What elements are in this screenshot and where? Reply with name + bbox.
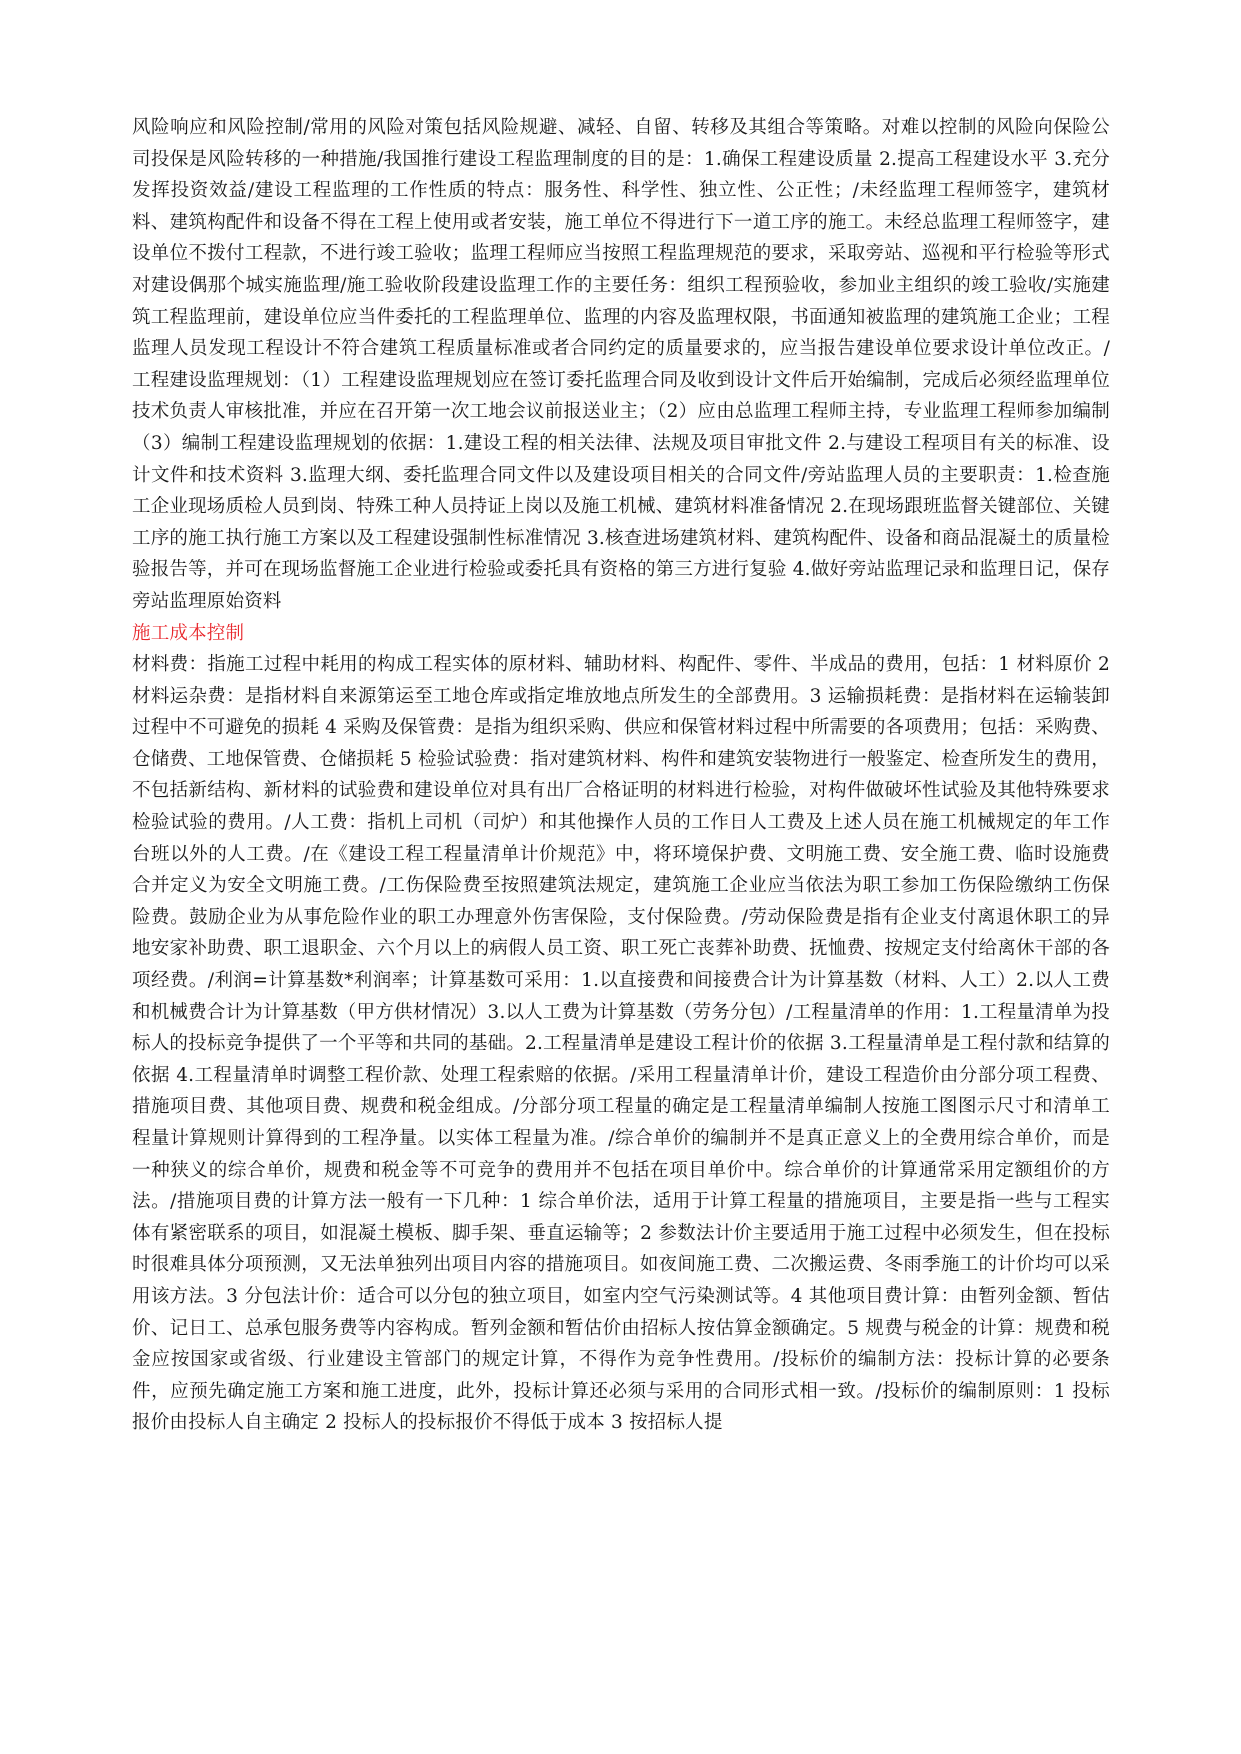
supervision-paragraph: 风险响应和风险控制/常用的风险对策包括风险规避、减轻、自留、转移及其组合等策略。对难以控制的风险向保险公司投保是风险转移的一种措施/我国推行建设工程监理制度的目的是：1.确保工程建设质量 2.提高工程建设水平 3.充分发挥投资效益/建设工程监理的工作性质的特点：服务性、科学性、独立性、公正性；/未经监理工程师签字，建筑材料、建筑构配件和设备不得在工程上使用或者安装，施工单位不得进行下一道工序的施工。未经总监理工程师签字，建设单位不拨付工程款，不进行竣工验收；监理工程师应当按照工程监理规范的要求，采取旁站、巡视和平行检验等形式对建设偶那个城实施监理/施工验收阶段建设监理工作的主要任务：组织工程预验收，参加业主组织的竣工验收/实施建筑工程监理前，建设单位应当件委托的工程监理单位、监理的内容及监理权限，书面通知被监理的建筑施工企业；工程监理人员发现工程设计不符合建筑工程质量标准或者合同约定的质量要求的，应当报告建设单位要求设计单位改正。/工程建设监理规划：（1）工程建设监理规划应在签订委托监理合同及收到设计文件后开始编制，完成后必须经监理单位技术负责人审核批准，并应在召开第一次工地会议前报送业主；（2）应由总监理工程师主持，专业监理工程师参加编制（3）编制工程建设监理规划的依据：1.建设工程的相关法律、法规及项目审批文件 2.与建设工程项目有关的标准、设计文件和技术资料 3.监理大纲、委托监理合同文件以及建设项目相关的合同文件/旁站监理人员的主要职责：1.检查施工企业现场质检人员到岗、特殊工种人员持证上岗以及施工机械、建筑材料准备情况 2.在现场跟班监督关键部位、关键工序的施工执行施工方案以及工程建设强制性标准情况 3.核查进场建筑材料、建筑构配件、设备和商品混凝土的质量检验报告等，并可在现场监督施工企业进行检验或委托具有资格的第三方进行复验 4.做好旁站监理记录和监理日记，保存旁站监理原始资料 (132, 117, 1110, 612)
section-heading-cost-control: 施工成本控制 (132, 622, 245, 644)
document-page (132, 112, 1110, 1439)
cost-control-paragraph: 材料费：指施工过程中耗用的构成工程实体的原材料、辅助材料、构配件、零件、半成品的费用，包括：1 材料原价 2 材料运杂费：是指材料自来源第运至工地仓库或指定堆放地点所发生的全部费用。3 运输损耗费：是指材料在运输装卸过程中不可避免的损耗 4 采购及保管费：是指为组织采购、供应和保管材料过程中所需要的各项费用；包括：采购费、仓储费、工地保管费、仓储损耗 5 检验试验费：指对建筑材料、构件和建筑安装物进行一般鉴定、检查所发生的费用，不包括新结构、新材料的试验费和建设单位对具有出厂合格证明的材料进行检验，对构件做破坏性试验及其他特殊要求检验试验的费用。/人工费：指机上司机（司炉）和其他操作人员的工作日人工费及上述人员在施工机械规定的年工作台班以外的人工费。/在《建设工程工程量清单计价规范》中，将环境保护费、文明施工费、安全施工费、临时设施费合并定义为安全文明施工费。/工伤保险费至按照建筑法规定，建筑施工企业应当依法为职工参加工伤保险缴纳工伤保险费。鼓励企业为从事危险作业的职工办理意外伤害保险，支付保险费。/劳动保险费是指有企业支付离退休职工的异地安家补助费、职工退职金、六个月以上的病假人员工资、职工死亡丧葬补助费、抚恤费、按规定支付给离休干部的各项经费。/利润=计算基数*利润率；计算基数可采用：1.以直接费和间接费合计为计算基数（材料、人工）2.以人工费和机械费合计为计算基数（甲方供材情况）3.以人工费为计算基数（劳务分包）/工程量清单的作用：1.工程量清单为投标人的投标竞争提供了一个平等和共同的基础。2.工程量清单是建设工程计价的依据 3.工程量清单是工程付款和结算的依据 4.工程量清单时调整工程价款、处理工程索赔的依据。/采用工程量清单计价，建设工程造价由分部分项工程费、措施项目费、其他项目费、规费和税金组成。/分部分项工程量的确定是工程量清单编制人按施工图图示尺寸和清单工程量计算规则计算得到的工程净量。以实体工程量为准。/综合单价的编制并不是真正意义上的全费用综合单价，而是一种狭义的综合单价，规费和税金等不可竞争的费用并不包括在项目单价中。综合单价的计算通常采用定额组价的方法。/措施项目费的计算方法一般有一下几种：1 综合单价法，适用于计算工程量的措施项目，主要是指一些与工程实体有紧密联系的项目，如混凝土模板、脚手架、垂直运输等；2 参数法计价主要适用于施工过程中必须发生，但在投标时很难具体分项预测，又无法单独列出项目内容的措施项目。如夜间施工费、二次搬运费、冬雨季施工的计价均可以采用该方法。3 分包法计价：适合可以分包的独立项目，如室内空气污染测试等。4 其他项目费计算：由暂列金额、暂估价、记日工、总承包服务费等内容构成。暂列金额和暂估价由招标人按估算金额确定。5 规费与税金的计算：规费和税金应按国家或省级、行业建设主管部门的规定计算，不得作为竞争性费用。/投标价的编制方法：投标计算的必要条件，应预先确定施工方案和施工进度，此外，投标计算还必须与采用的合同形式相一致。/投标价的编制原则：1 投标报价由投标人自主确定 2 投标人的投标报价不得低于成本 3 按招标人提 (132, 654, 1110, 1434)
